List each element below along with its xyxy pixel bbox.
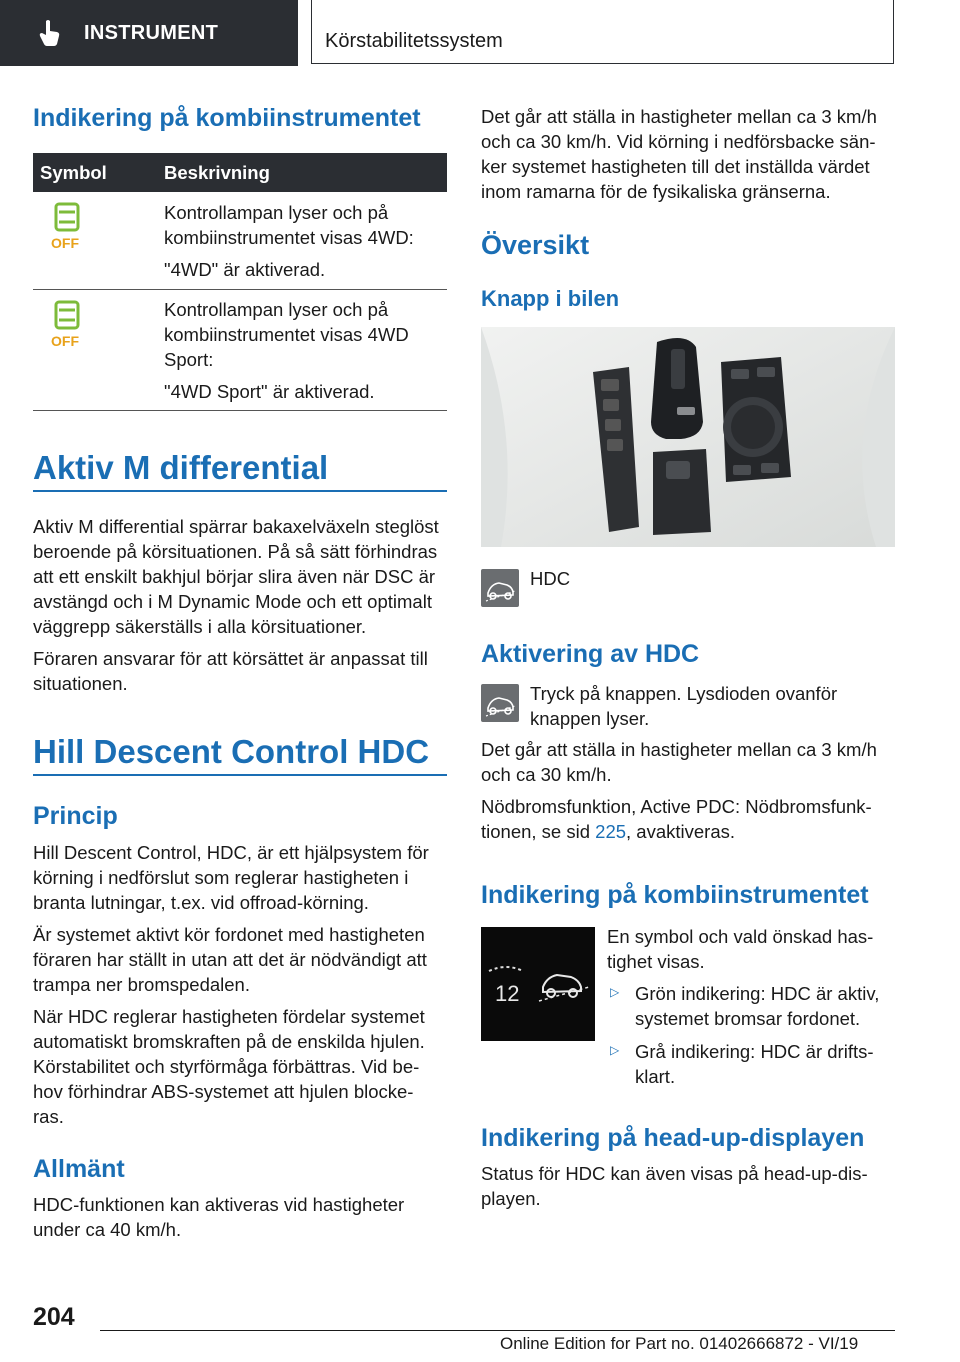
text-line: Det går att ställa in hastigheter mellan ca 3 km/h <box>481 106 877 127</box>
bullet-item-2 <box>635 1039 905 1089</box>
text-line: föraren har ställt in utan att det är nödvändigt att <box>33 949 427 970</box>
header-chapter-box <box>311 0 894 64</box>
text-line: Föraren ansvarar för att körsättet är anpassat till <box>33 648 428 669</box>
text-line: Det går att ställa in hastigheter mellan ca 3 km/h <box>481 739 877 760</box>
text-line: branta lutningar, t.ex. vid offroad-körning. <box>33 892 369 913</box>
text-line: När HDC reglerar hastigheten fördelar systemet <box>33 1006 425 1027</box>
princip-paragraph-3 <box>33 1004 453 1129</box>
row1-line2: kombiinstrumentet visas 4WD: <box>164 227 414 248</box>
heading-hill-descent-control: Hill Descent Control HDC <box>33 733 430 770</box>
text-line: väggrepp säkerställs i alla körsituationer. <box>33 616 367 637</box>
4wd-sport-off-icon <box>50 298 84 350</box>
header-section-tab <box>0 0 298 66</box>
footer-edition: Online Edition for Part no. 01402666872 - VI/19 <box>500 1334 859 1353</box>
aktiv-paragraph-1 <box>33 514 453 639</box>
row2-line1: Kontrollampan lyser och på <box>164 299 389 320</box>
text-line: avstängd och i M Dynamic Mode och ett optimalt <box>33 591 432 612</box>
center-console-photo <box>481 327 895 547</box>
heading-allmant: Allmänt <box>33 1155 125 1183</box>
text-line: trampa ner bromspedalen. <box>33 974 250 995</box>
text-line: Status för HDC kan även visas på head-up-dis- <box>481 1163 868 1184</box>
bullet-item-1 <box>635 981 905 1031</box>
aktivering-paragraph-3 <box>481 794 901 844</box>
text-line: Grå indikering: HDC är drifts- <box>635 1041 874 1062</box>
header-section-title: INSTRUMENT <box>84 21 219 44</box>
table-row-1-desc <box>164 200 447 282</box>
row2-line4: "4WD Sport" är aktiverad. <box>164 381 375 402</box>
text-line: beroende på körsituationen. På så sätt förhindras <box>33 541 438 562</box>
text-line: inom ramarna för de fysikaliska gränserna. <box>481 181 831 202</box>
table-row-2-desc <box>164 297 447 404</box>
heading-oversikt: Översikt <box>481 230 590 260</box>
table-col-description: Beskrivning <box>164 162 270 183</box>
hdc-button-icon <box>481 569 519 607</box>
row2-line3: Sport: <box>164 349 214 370</box>
text-line: Hill Descent Control, HDC, är ett hjälpsystem för <box>33 842 429 863</box>
heading-princip: Princip <box>33 802 118 830</box>
text-line: Aktiv M differential spärrar bakaxelväxeln steglöst <box>33 516 439 537</box>
aktivering-paragraph-1 <box>530 681 900 731</box>
row2-line2: kombiinstrumentet visas 4WD <box>164 324 409 345</box>
bullet-triangle-icon: ▷ <box>610 985 620 999</box>
heading-indikering: Indikering på kombiinstrumentet <box>33 104 421 132</box>
text-line: hov förhindrar ABS-systemet att hjulen blocke- <box>33 1081 414 1102</box>
princip-paragraph-1 <box>33 840 453 915</box>
text-line: situationen. <box>33 673 128 694</box>
aktiv-paragraph-2 <box>33 646 453 696</box>
text-line: tighet visas. <box>607 951 705 972</box>
table-row-divider <box>33 289 447 290</box>
heading-rule <box>33 774 447 776</box>
heading-head-up-display: Indikering på head-up-displayen <box>481 1124 865 1152</box>
text-line: Är systemet aktivt kör fordonet med hastigheten <box>33 924 425 945</box>
text-line: ras. <box>33 1106 64 1127</box>
off-text: OFF <box>51 333 79 349</box>
row1-line3: "4WD" är aktiverad. <box>164 259 326 280</box>
heading-knapp-i-bilen: Knapp i bilen <box>481 286 620 311</box>
text-line: under ca 40 km/h. <box>33 1219 182 1240</box>
cluster-speed-text: 12 <box>495 981 520 1006</box>
text-line: knappen lyser. <box>530 708 650 729</box>
text-span: , avaktiveras. <box>626 821 736 842</box>
heading-indikering-2: Indikering på kombiinstrumentet <box>481 881 869 909</box>
text-line: Nödbromsfunktion, Active PDC: Nödbromsfunk- <box>481 796 872 817</box>
text-line: körning i nedförslut som reglerar hastigheten i <box>33 867 409 888</box>
text-line <box>481 819 901 844</box>
text-line: Tryck på knappen. Lysdioden ovanför <box>530 683 838 704</box>
page-link-225[interactable]: 225 <box>595 821 627 842</box>
4wd-off-icon <box>50 200 84 252</box>
hud-paragraph <box>481 1161 901 1211</box>
text-line: En symbol och vald önskad has- <box>607 926 874 947</box>
text-line: att ett enskilt bakhjul börjar slira även när DSC är <box>33 566 436 587</box>
text-line: och ca 30 km/h. Vid körning i nedförsbacke sän- <box>481 131 876 152</box>
text-line: playen. <box>481 1188 541 1209</box>
hdc-label: HDC <box>530 568 571 589</box>
text-line: Grön indikering: HDC är aktiv, <box>635 983 880 1004</box>
allmant-paragraph <box>33 1192 453 1242</box>
off-text: OFF <box>51 235 79 251</box>
instrument-cluster-hdc-image <box>481 927 595 1041</box>
intro-paragraph <box>481 104 901 204</box>
aktivering-paragraph-2 <box>481 737 901 787</box>
table-col-symbol: Symbol <box>40 162 107 183</box>
page-number: 204 <box>33 1303 75 1331</box>
symbol-table-header <box>33 153 447 192</box>
text-line: automatiskt bromskraften på de enskilda hjulen. <box>33 1031 425 1052</box>
text-line: Körstabilitet och styrförmåga förbättras. Vid be- <box>33 1056 420 1077</box>
footer-rule <box>100 1330 895 1331</box>
heading-aktiv-m-differential: Aktiv M differential <box>33 449 329 486</box>
text-line: och ca 30 km/h. <box>481 764 612 785</box>
princip-paragraph-2 <box>33 922 453 997</box>
text-line: ker systemet hastigheten till det inställda värdet <box>481 156 870 177</box>
header-chapter-title: Körstabilitetssystem <box>325 30 503 52</box>
bullet-triangle-icon: ▷ <box>610 1043 620 1057</box>
hand-pointer-icon <box>36 19 64 47</box>
row1-line1: Kontrollampan lyser och på <box>164 202 389 223</box>
text-line: klart. <box>635 1066 676 1087</box>
text-span: tionen, se sid <box>481 821 596 842</box>
table-bottom-divider <box>33 410 447 411</box>
heading-aktivering-av-hdc: Aktivering av HDC <box>481 640 700 668</box>
indikering-paragraph <box>607 924 897 974</box>
text-line: systemet bromsar fordonet. <box>635 1008 861 1029</box>
hdc-button-icon <box>481 684 519 722</box>
text-line: HDC-funktionen kan aktiveras vid hastigheter <box>33 1194 405 1215</box>
heading-rule <box>33 490 447 492</box>
